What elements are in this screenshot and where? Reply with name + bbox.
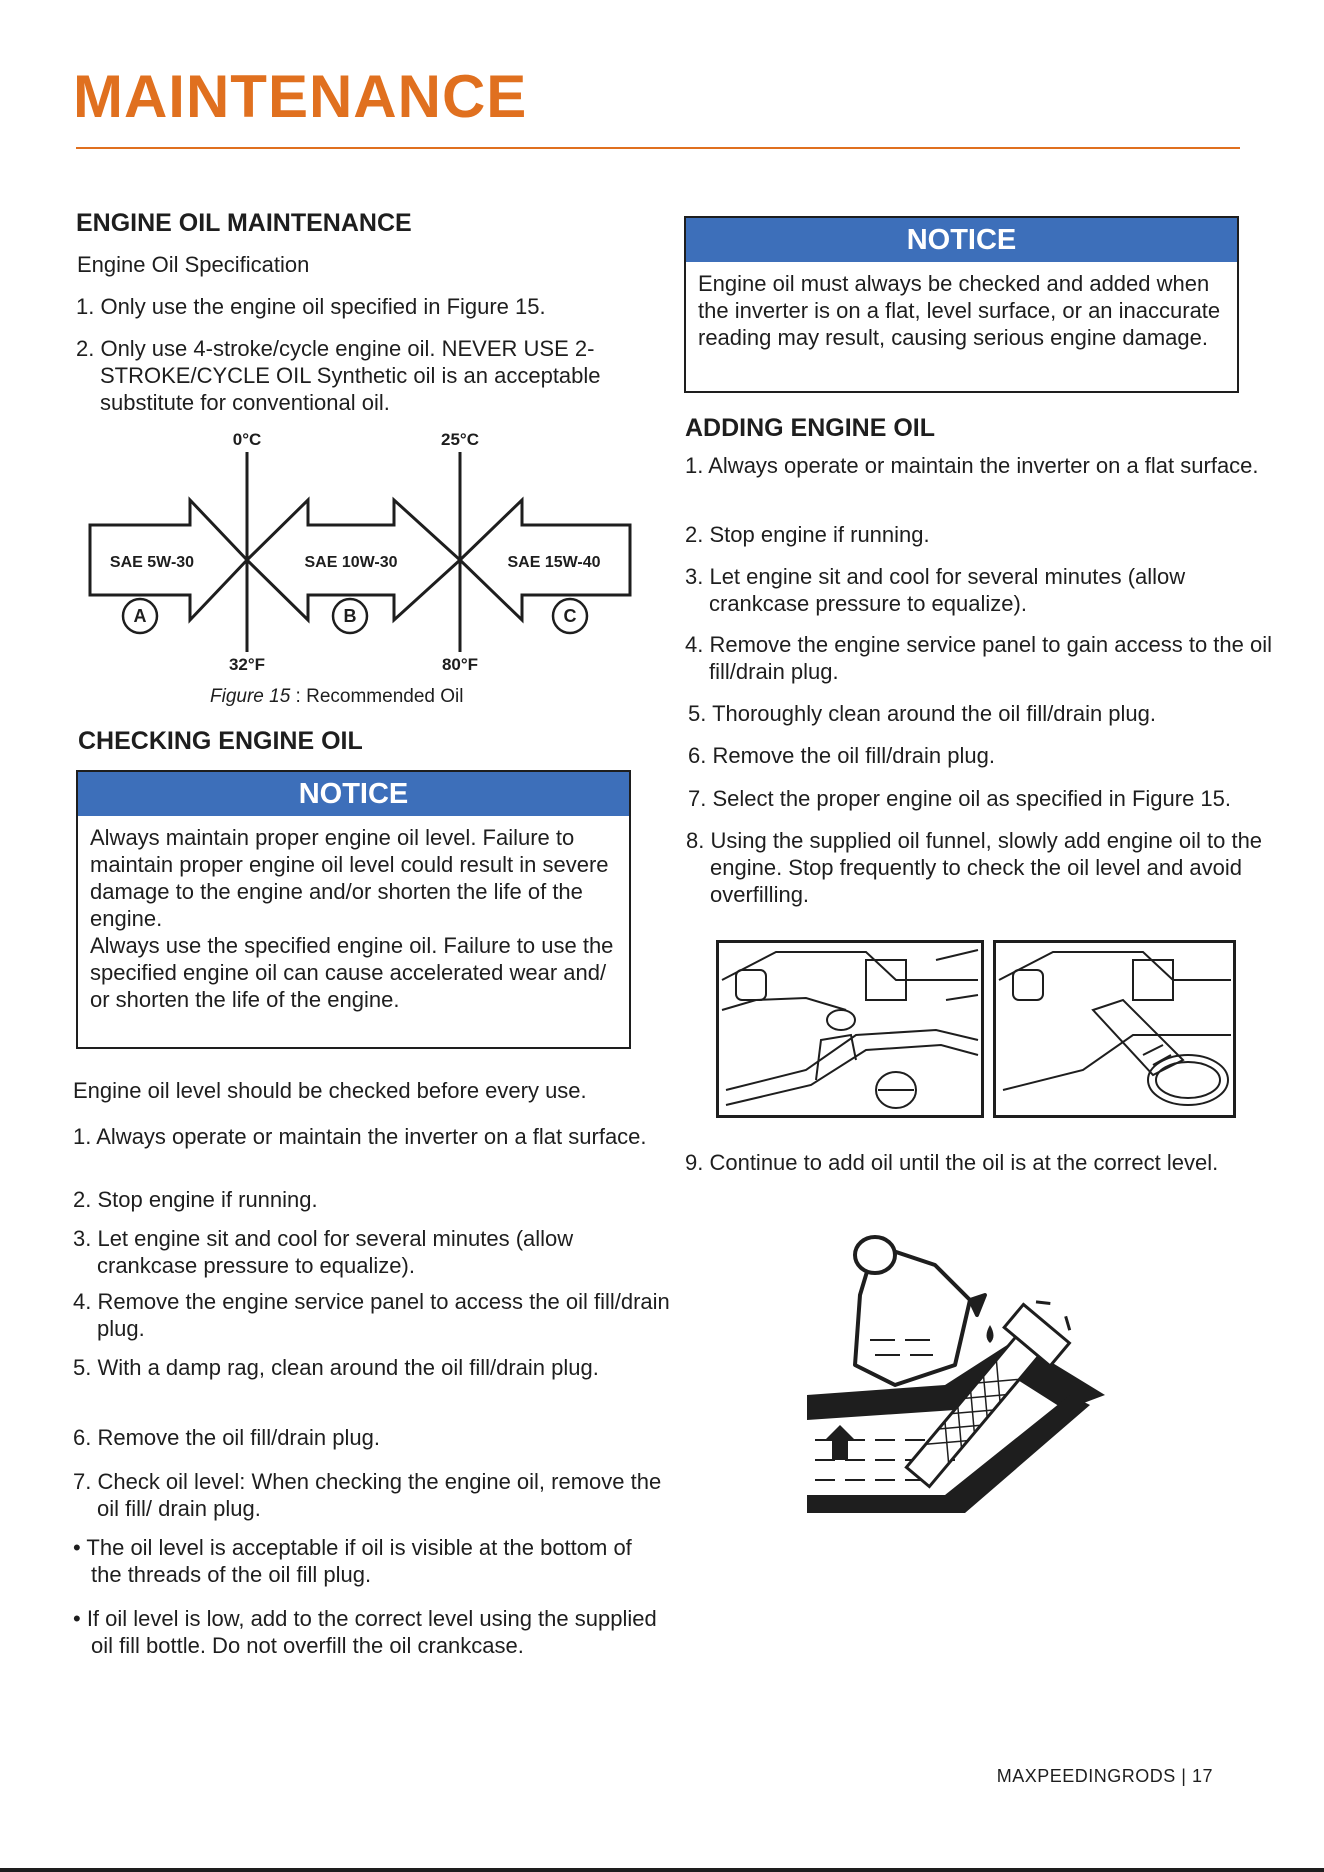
spec-label: Engine Oil Specification: [77, 252, 310, 277]
level-up-arrow-icon: [825, 1425, 855, 1460]
temp-label-bottom: 32°F: [228, 655, 266, 674]
oil-jug-handle: [855, 1237, 895, 1273]
figure-caption-text: : Recommended Oil: [290, 686, 464, 707]
notice-paragraph: Always maintain proper engine oil level. Failure to maintain proper engine oil level could result in severe damage to the engine and/or shorten the life of the engine.: [90, 825, 609, 931]
check-item: 5. With a damp rag, clean around the oil fill/drain plug.: [73, 1355, 599, 1380]
add-item: 2. Stop engine if running.: [685, 522, 930, 547]
temp-label-top: 0°C: [232, 430, 262, 449]
add-item: 8. Using the supplied oil funnel, slowly add engine oil to the engine. Stop frequently to check the oil level and avoid overfilling.: [686, 828, 1263, 907]
section-title-checking-engine-oil: CHECKING ENGINE OIL: [78, 727, 363, 755]
check-bullet: • If oil level is low, add to the correct level using the supplied oil fill bottle. Do not overfill the oil crankcase.: [73, 1606, 657, 1658]
oil-funnel-inserted-illustration: [993, 940, 1236, 1118]
notice-body: Engine oil must always be checked and added when the inverter is on a flat, level surface, or an inaccurate reading may result, causing serious engine damage.: [698, 271, 1221, 350]
add-item: 6. Remove the oil fill/drain plug.: [688, 743, 995, 768]
grade-label: SAE 5W-30: [109, 554, 195, 571]
temp-label-top: 25°C: [441, 430, 479, 449]
notice-box: [684, 216, 1239, 393]
oil-plug-removed-illustration: [716, 940, 984, 1118]
check-item: 4. Remove the engine service panel to access the oil fill/drain plug.: [73, 1289, 670, 1341]
add-item: 9. Continue to add oil until the oil is at the correct level.: [685, 1150, 1219, 1175]
grade-letter: C: [563, 606, 577, 626]
check-intro: Engine oil level should be checked before every use.: [73, 1078, 587, 1103]
section-title-adding-engine-oil: ADDING ENGINE OIL: [685, 414, 936, 442]
grade-label: SAE 15W-40: [507, 554, 601, 571]
add-item: 7. Select the proper engine oil as specified in Figure 15.: [688, 786, 1231, 811]
notice-box: [76, 770, 631, 1049]
notice-heading: NOTICE: [78, 772, 629, 816]
check-bullet: • The oil level is acceptable if oil is visible at the bottom of the threads of the oil fill plug.: [73, 1535, 632, 1587]
page-title: MAINTENANCE: [73, 63, 528, 130]
notice-paragraph: Always use the specified engine oil. Failure to use the specified engine oil can cause accelerated wear and/ or shorten the life of the engine.: [90, 933, 614, 1012]
spec-item: 2. Only use 4-stroke/cycle engine oil. NEVER USE 2-STROKE/CYCLE OIL Synthetic oil is an acceptable substitute for conventional oil.: [76, 336, 601, 415]
grade-label: SAE 10W-30: [304, 554, 398, 571]
check-item: 2. Stop engine if running.: [73, 1187, 318, 1212]
add-item: 1. Always operate or maintain the inverter on a flat surface.: [685, 453, 1259, 478]
temp-label-bottom: 80°F: [441, 655, 479, 674]
section-title-engine-oil-maintenance: ENGINE OIL MAINTENANCE: [76, 209, 412, 237]
grade-letter: A: [133, 606, 147, 626]
check-item: 7. Check oil level: When checking the engine oil, remove the oil fill/ drain plug.: [73, 1469, 662, 1521]
page-number: 17: [1191, 1766, 1213, 1786]
footer-brand: MAXPEEDINGRODS: [996, 1766, 1176, 1786]
check-item: 6. Remove the oil fill/drain plug.: [73, 1425, 380, 1450]
figure-caption: [210, 686, 463, 708]
notice-body: [78, 816, 629, 1021]
check-item: 1. Always operate or maintain the inverter on a flat surface.: [73, 1124, 647, 1149]
notice-heading: NOTICE: [686, 218, 1237, 262]
check-item: 3. Let engine sit and cool for several minutes (allow crankcase pressure to equalize).: [73, 1226, 574, 1278]
add-item: 4. Remove the engine service panel to gain access to the oil fill/drain plug.: [685, 632, 1273, 684]
add-item: 3. Let engine sit and cool for several minutes (allow crankcase pressure to equalize).: [685, 564, 1186, 616]
add-item: 5. Thoroughly clean around the oil fill/drain plug.: [688, 701, 1157, 726]
bottom-border: [0, 1868, 1324, 1872]
oil-pouring-illustration: [805, 1225, 1125, 1535]
figure-caption-number: Figure 15: [210, 686, 291, 707]
footer-separator: |: [1181, 1766, 1187, 1786]
grade-letter: B: [343, 606, 357, 626]
page-footer: [997, 1766, 1213, 1787]
spec-item: 1. Only use the engine oil specified in Figure 15.: [76, 294, 546, 319]
title-divider: [76, 147, 1240, 149]
recommended-oil-figure: [70, 420, 650, 680]
